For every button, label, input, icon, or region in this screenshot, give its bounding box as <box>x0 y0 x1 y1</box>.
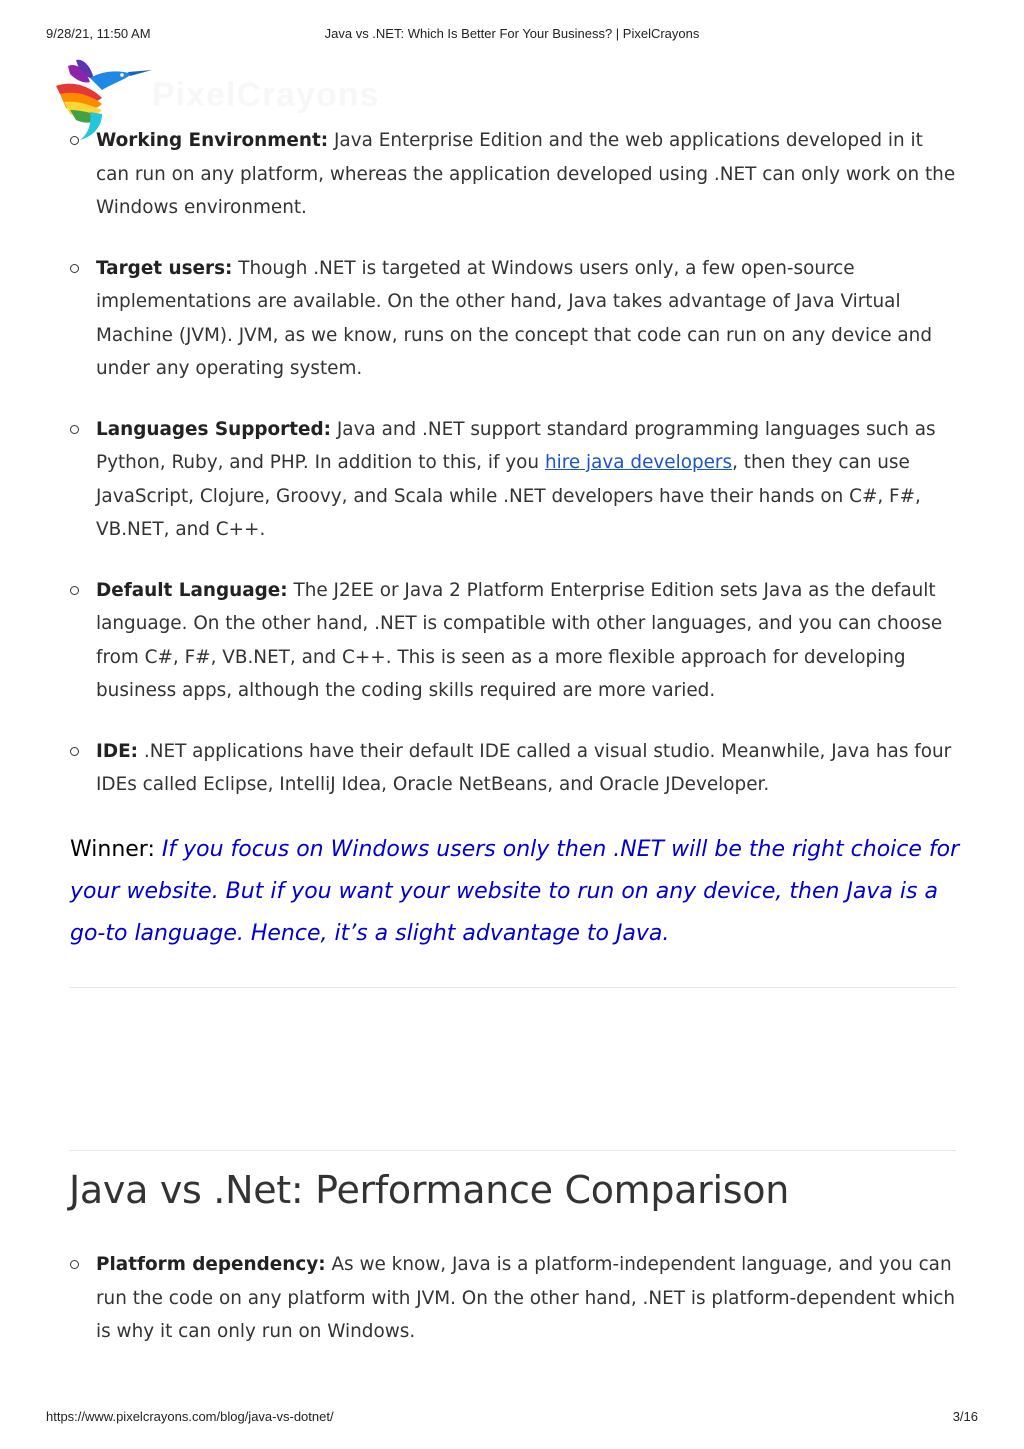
bullet-text: , then they can use JavaScript, Clojure, Groovy, and Scala while .NET developers have their hands on C#, F#, VB.NET, and C++. <box>96 452 921 540</box>
section-divider <box>70 1150 956 1151</box>
bullet-circle-icon <box>70 747 79 756</box>
section-divider <box>70 987 956 988</box>
performance-list <box>70 1248 960 1349</box>
logo-wordmark: PixelCrayons <box>152 76 380 114</box>
bullet-circle-icon <box>70 136 79 145</box>
list-item-ide <box>70 735 960 802</box>
bullet-label: Default Language: <box>96 579 288 601</box>
performance-content <box>70 1248 960 1376</box>
bullet-label: Platform dependency: <box>96 1254 326 1275</box>
print-page-number: 3/16 <box>952 1409 978 1424</box>
bullet-circle-icon <box>70 1260 79 1269</box>
list-item-default-language <box>70 574 960 708</box>
comparison-list <box>70 124 960 802</box>
print-header <box>0 26 1024 42</box>
winner-callout <box>70 829 960 955</box>
print-url: https://www.pixelcrayons.com/blog/java-vs-dotnet/ <box>46 1409 334 1424</box>
print-datetime: 9/28/21, 11:50 AM <box>46 26 151 41</box>
bullet-label: Target users: <box>96 257 233 279</box>
bullet-label: Working Environment: <box>96 130 329 151</box>
print-footer <box>0 1409 1024 1425</box>
print-page-title: Java vs .NET: Which Is Better For Your Business? | PixelCrayons <box>324 26 700 41</box>
bullet-label: Languages Supported: <box>96 418 332 440</box>
bullet-text: As we know, Java is a platform-independent language, and you can run the code on any platform with JVM. On the other hand, .NET is platform-dependent which is why it can only run on Windows. <box>96 1254 956 1342</box>
comparison-content <box>70 124 960 955</box>
bullet-circle-icon <box>70 586 79 595</box>
bullet-text: The J2EE or Java 2 Platform Enterprise Edition sets Java as the default language. On the other hand, .NET is compatible with other languages, and you can choose from C#, F#, VB.NET, and C++. This is seen as a more flexible approach for developing business apps, although the coding skills required are more varied. <box>96 579 943 701</box>
list-item-languages-supported <box>70 413 960 547</box>
hire-java-developers-link[interactable]: hire java developers <box>544 452 733 473</box>
bullet-circle-icon <box>70 425 79 434</box>
bullet-label: IDE: <box>96 740 139 762</box>
bullet-text: Java Enterprise Edition and the web applications developed in it can run on any platform, whereas the application developed using .NET can only work on the Windows environment. <box>96 130 956 218</box>
winner-label: Winner: <box>70 836 155 862</box>
section-title: Java vs .Net: Performance Comparison <box>69 1168 789 1212</box>
list-item-target-users <box>70 252 960 386</box>
bullet-text: Java and .NET support standard programming languages such as Python, Ruby, and PHP. In addition to this, if you <box>96 418 936 473</box>
winner-text: If you focus on Windows users only then .NET will be the right choice for your website. But if you want your website to run on any device, then Java is a go-to language. Hence, it’s a slight advantage to Java. <box>70 836 960 946</box>
bullet-circle-icon <box>70 264 79 273</box>
list-item-platform-dependency <box>70 1248 960 1349</box>
bullet-text: Though .NET is targeted at Windows users only, a few open-source implementations are available. On the other hand, Java takes advantage of Java Virtual Machine (JVM). JVM, as we know, runs on the concept that code can run on any device and under any operating system. <box>96 257 933 379</box>
bullet-text: .NET applications have their default IDE called a visual studio. Meanwhile, Java has four IDEs called Eclipse, IntelliJ Idea, Oracle NetBeans, and Oracle JDeveloper. <box>96 740 952 795</box>
list-item-working-environment <box>70 124 960 225</box>
